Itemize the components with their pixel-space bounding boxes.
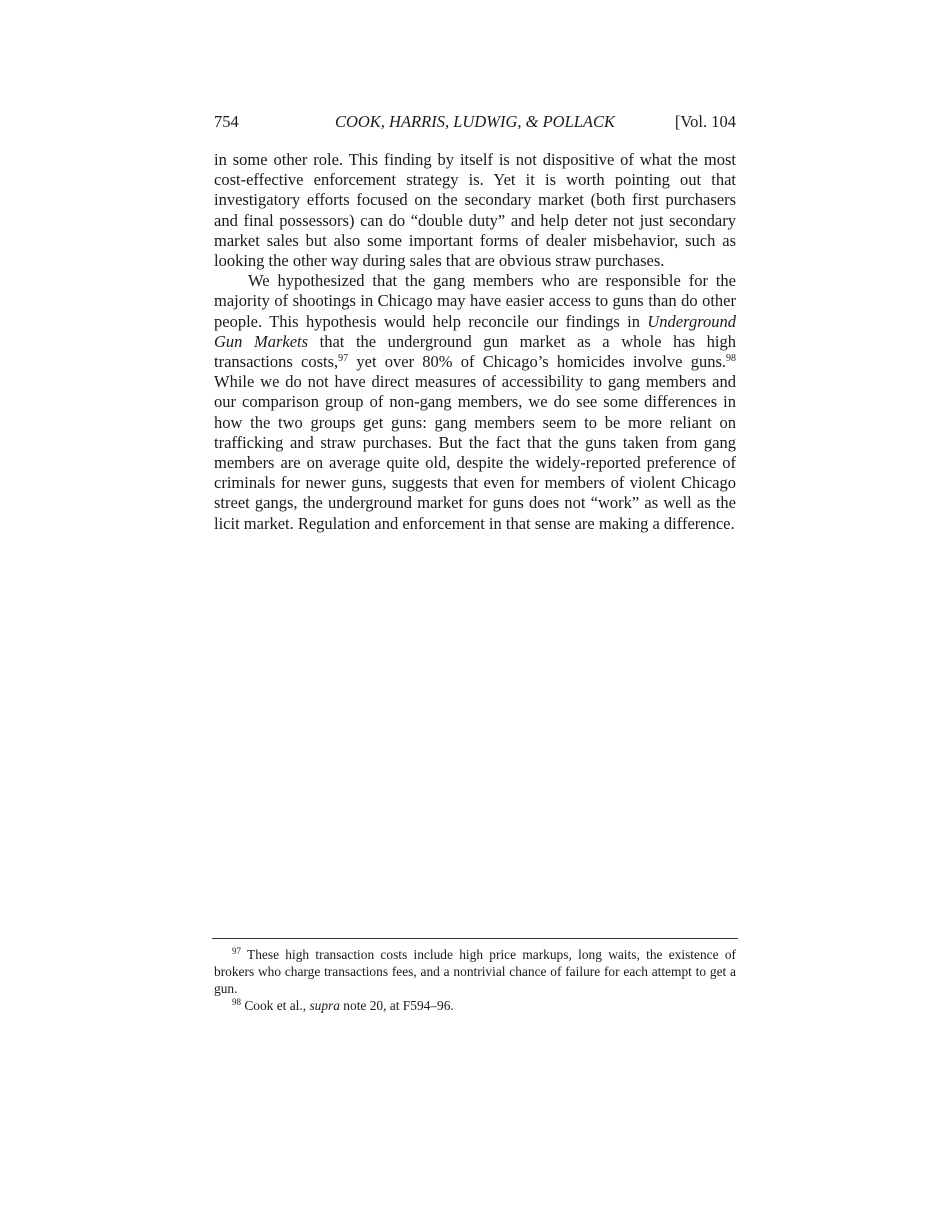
footnote-ref-97[interactable]: 97 (338, 353, 349, 365)
footnote-italic: supra (309, 998, 340, 1013)
paragraph-2 (214, 271, 736, 534)
footnote-text: These high transaction costs include high price markups, long waits, the existence of brokers who charge transactions fees, and a nontrivial chance of failure for each attempt to get a gun. (214, 947, 736, 996)
italic-title: Underground Gun Markets (214, 311, 736, 351)
footnote-number: 98 (232, 997, 241, 1007)
footnote-text-before: Cook et al., (241, 998, 310, 1013)
page-number: 754 (214, 112, 239, 131)
footnote-number: 97 (232, 946, 241, 956)
footnote-divider (212, 938, 738, 939)
paragraph-2-part-3: yet over 80% of Chicago’s homicides involve guns. (348, 352, 726, 372)
running-header (214, 112, 736, 134)
footnotes (214, 946, 736, 1014)
footnote-98 (214, 997, 736, 1014)
body-text (214, 150, 736, 534)
paragraph-2-part-1: We hypothesized that the gang members who are responsible for the majority of shootings in Chicago may have easier access to guns than do other people. This hypothesis would help reconcile our findings in (214, 271, 736, 331)
footnote-text-after: note 20, at F594–96. (339, 998, 454, 1013)
volume-label: [Vol. 104 (674, 112, 736, 131)
paragraph-2-part-4: While we do not have direct measures of accessibility to gang members and our comparison group of non-gang members, we do see some differences in how the two groups get guns: gang members seem to be more reliant on trafficking and straw purchases. But the fact that the guns taken from gang members are on average quite old, despite the widely-reported preference of criminals for newer guns, suggests that even for members of violent Chicago street gangs, the underground market for guns does not “work” as well as the licit market. Regulation and enforcement in that sense are making a difference. (214, 372, 736, 533)
footnote-97 (214, 946, 736, 997)
paragraph-1: in some other role. This finding by itself is not dispositive of what the most cost-effective enforcement strategy is. Yet it is worth pointing out that investigatory efforts focused on the secondary market (both first purchasers and final possessors) can do “double duty” and help deter not just secondary market sales but also some important forms of dealer misbehavior, such as looking the other way during sales that are obvious straw purchases. (214, 150, 736, 271)
footnote-ref-98[interactable]: 98 (726, 353, 736, 365)
running-title: COOK, HARRIS, LUDWIG, & POLLACK (334, 112, 616, 131)
paragraph-2-part-2: that the underground gun market as a whole has high transactions costs, (214, 331, 736, 372)
